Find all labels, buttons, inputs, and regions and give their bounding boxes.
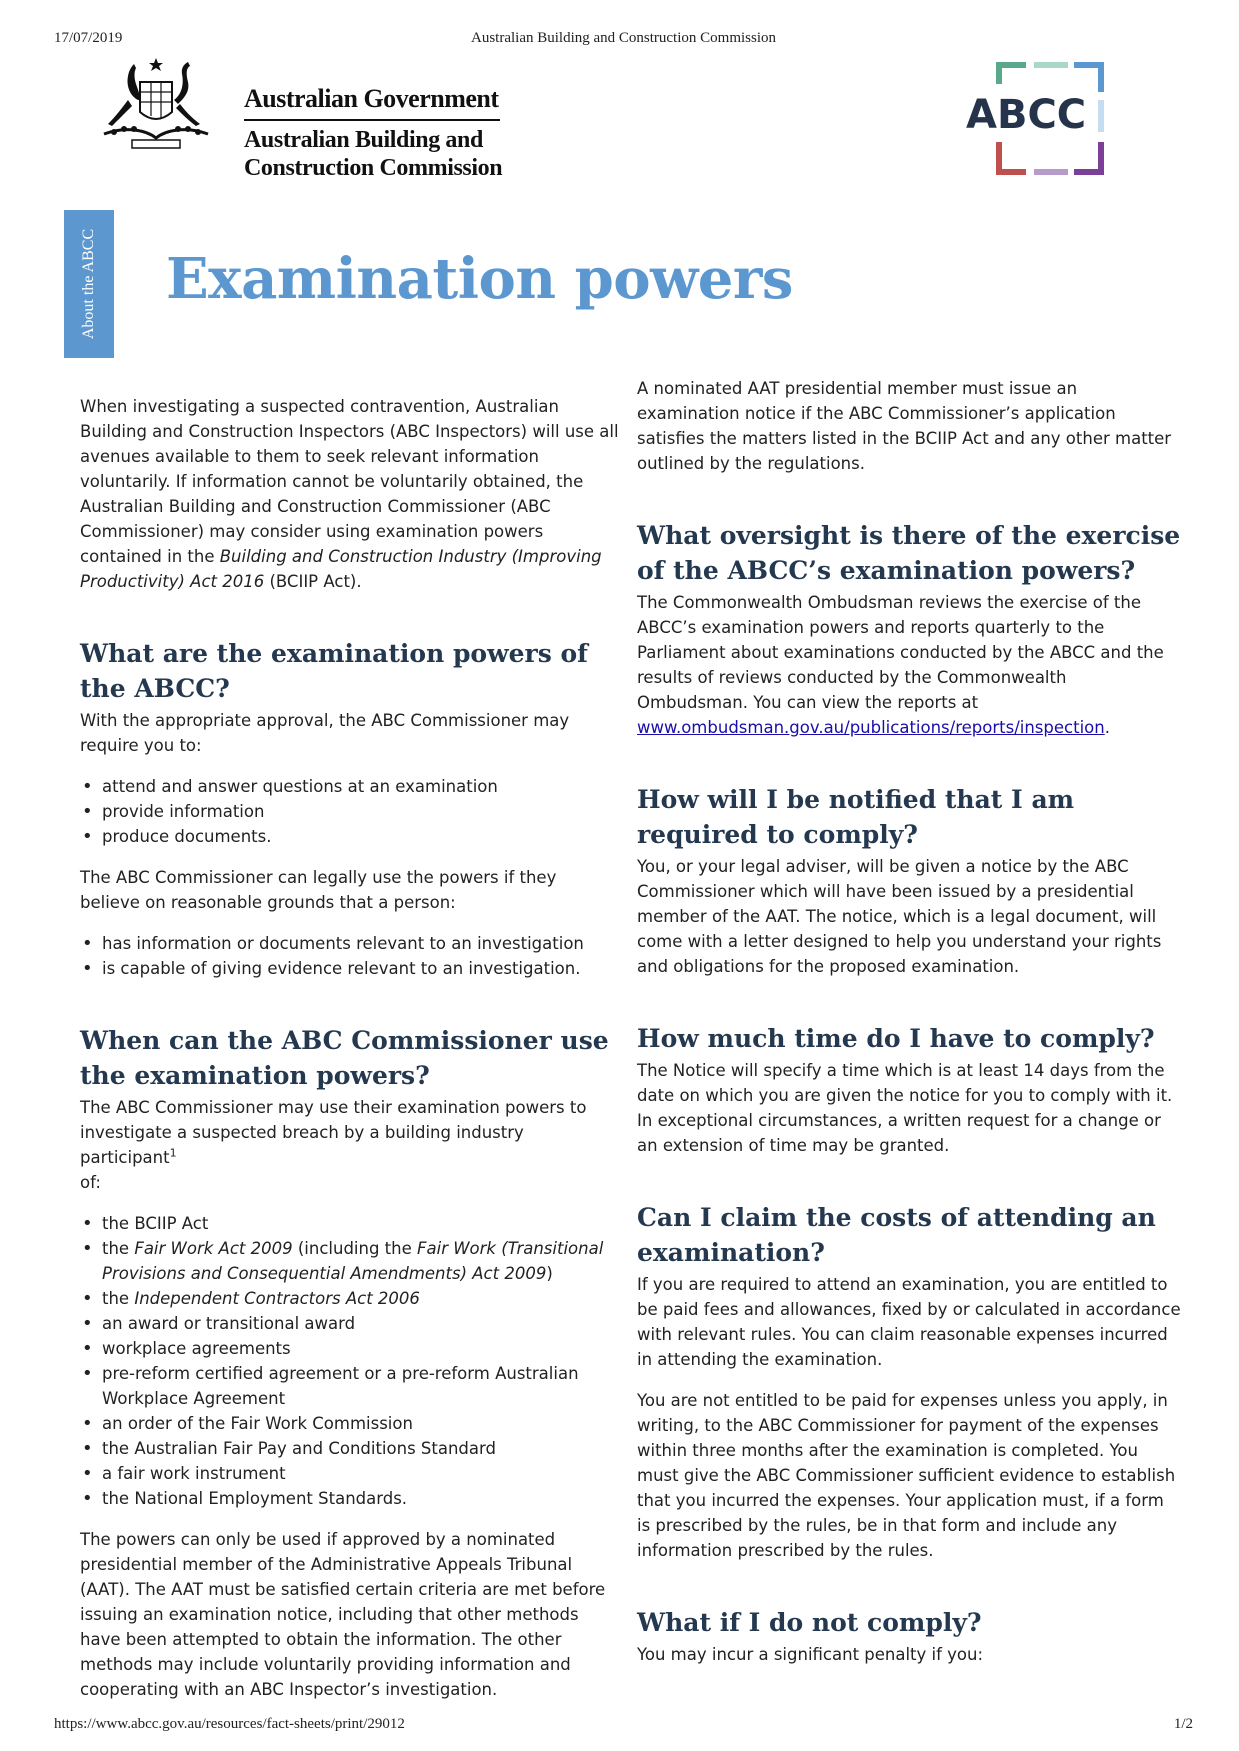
ombudsman-reports-link[interactable]: www.ombudsman.gov.au/publications/reports/inspection (637, 718, 1105, 737)
list-item: • an award or transitional award (80, 1311, 620, 1336)
costs-paragraph-2: You are not entitled to be paid for expenses unless you apply, in writing, to the ABC Commissioner for payment of the expenses within three months after the examination is completed. You must give the ABC Commissioner sufficient evidence to establish that you incurred the expenses. Your application must, if a form is prescribed by the rules, be in that form and include any information prescribed by the rules. (637, 1391, 1176, 1560)
intro-paragraph: When investigating a suspected contravention, Australian Building and Construction Inspectors (ABC Inspectors) will use all avenues available to them to seek relevant information voluntarily. If information cannot be voluntarily obtained, the Australian Building and Construction Commissioner (ABC Commissioner) may consider using examination powers contained in the Building and Construction Industry (Improving Productivity) Act 2016 (BCIIP Act). (80, 397, 619, 591)
list-item: • is capable of giving evidence relevant to an investigation. (80, 956, 620, 981)
penalty-paragraph: You may incur a significant penalty if you: (637, 1645, 984, 1664)
agency-name-line-2: Construction Commission (244, 155, 503, 181)
abcc-logo (964, 62, 1112, 178)
right-column (637, 376, 1182, 1683)
heading-oversight: What oversight is there of the exercise of the ABCC’s examination powers? (637, 521, 1181, 585)
list-item: • the Australian Fair Pay and Conditions Standard (80, 1436, 620, 1461)
notified-paragraph: You, or your legal adviser, will be given a notice by the ABC Commissioner which will have been issued by a presidential member of the AAT. The notice, which is a legal document, will come with a letter designed to help you understand your rights and obligations for the proposed examination. (637, 857, 1162, 976)
agency-name-line-1: Australian Building and (244, 127, 483, 153)
page-number: 1/2 (1173, 1716, 1193, 1732)
list-item: • attend and answer questions at an examination (80, 774, 620, 799)
heading-notified: How will I be notified that I am required to comply? (637, 785, 1075, 849)
aat-member-paragraph: A nominated AAT presidential member must issue an examination notice if the ABC Commissioner’s application satisfies the matters listed in the BCIIP Act and any other matter outlined by the regulations. (637, 379, 1172, 473)
coat-of-arms-icon (96, 56, 234, 156)
list-item: • the Independent Contractors Act 2006 (80, 1286, 620, 1311)
list-item: • produce documents. (80, 824, 620, 849)
heading-time-to-comply: How much time do I have to comply? (637, 1024, 1155, 1053)
list-item: • has information or documents relevant to an investigation (80, 931, 620, 956)
costs-paragraph-1: If you are required to attend an examination, you are entitled to be paid fees and allowances, fixed by or calculated in accordance with relevant rules. You can claim reasonable expenses incurred in attending the examination. (637, 1275, 1181, 1369)
act-name: Building and Construction Industry (Improving Productivity) Act 2016 (80, 547, 602, 591)
left-column (80, 394, 620, 1718)
list-item: • an order of the Fair Work Commission (80, 1411, 620, 1436)
about-abcc-tab-label: About the ABCC (80, 228, 97, 340)
oversight-paragraph: The Commonwealth Ombudsman reviews the exercise of the ABCC’s examination powers and reports quarterly to the Parliament about examinations conducted by the ABCC and the results of reviews conducted by the Commonwealth Ombudsman. You can view the reports at www.ombudsman.gov.au/publications/reports/inspection. (637, 593, 1164, 737)
legal-use-list (80, 931, 620, 981)
print-header (54, 30, 1193, 50)
list-item: • a fair work instrument (80, 1461, 620, 1486)
heading-claim-costs: Can I claim the costs of attending an examination? (637, 1203, 1156, 1267)
when-paragraph: The ABC Commissioner may use their examination powers to investigate a suspected breach by a building industry participant$^1$ of: (80, 1098, 587, 1192)
print-date: 17/07/2019 (54, 30, 123, 46)
print-url: https://www.abcc.gov.au/resources/fact-sheets/print/29012 (54, 1716, 405, 1732)
agency-name (244, 126, 502, 182)
gov-title: Australian Government (244, 84, 499, 113)
heading-examination-powers: What are the examination powers of the ABCC? (80, 639, 588, 703)
legal-use-paragraph: The ABC Commissioner can legally use the powers if they believe on reasonable grounds that a person: (80, 868, 557, 912)
list-item: • the BCIIP Act (80, 1211, 620, 1236)
time-paragraph: The Notice will specify a time which is at least 14 days from the date on which you are given the notice for you to comply with it. In exceptional circumstances, a written request for a change or an extension of time may be granted. (637, 1061, 1173, 1155)
heading-not-comply: What if I do not comply? (637, 1608, 982, 1637)
print-site-title: Australian Building and Construction Commission (471, 30, 776, 46)
breach-list (80, 1211, 620, 1511)
print-footer (54, 1716, 1193, 1736)
list-item: • the National Employment Standards. (80, 1486, 620, 1511)
heading-when-can-use: When can the ABC Commissioner use the examination powers? (80, 1026, 609, 1090)
abcc-wordmark: ABCC (966, 92, 1087, 138)
powers-list (80, 774, 620, 849)
list-item: • the Fair Work Act 2009 (including the Fair Work (Transitional Provisions and Consequential Amendments) Act 2009) (80, 1236, 620, 1286)
powers-paragraph: With the appropriate approval, the ABC Commissioner may require you to: (80, 711, 570, 755)
list-item: • pre-reform certified agreement or a pre-reform Australian Workplace Agreement (80, 1361, 620, 1411)
gov-divider (244, 119, 500, 121)
aat-approval-paragraph: The powers can only be used if approved by a nominated presidential member of the Administrative Appeals Tribunal (AAT). The AAT must be satisfied certain criteria are met before issuing an examination notice, including that other methods have been attempted to obtain the information. The other methods may include voluntarily providing information and cooperating with an ABC Inspector’s investigation. (80, 1530, 606, 1699)
about-abcc-tab (64, 210, 114, 358)
list-item: • workplace agreements (80, 1336, 620, 1361)
list-item: • provide information (80, 799, 620, 824)
footnote-marker: 1 (169, 1146, 177, 1160)
page-title: Examination powers (166, 246, 793, 312)
australian-government-logo (96, 56, 536, 186)
